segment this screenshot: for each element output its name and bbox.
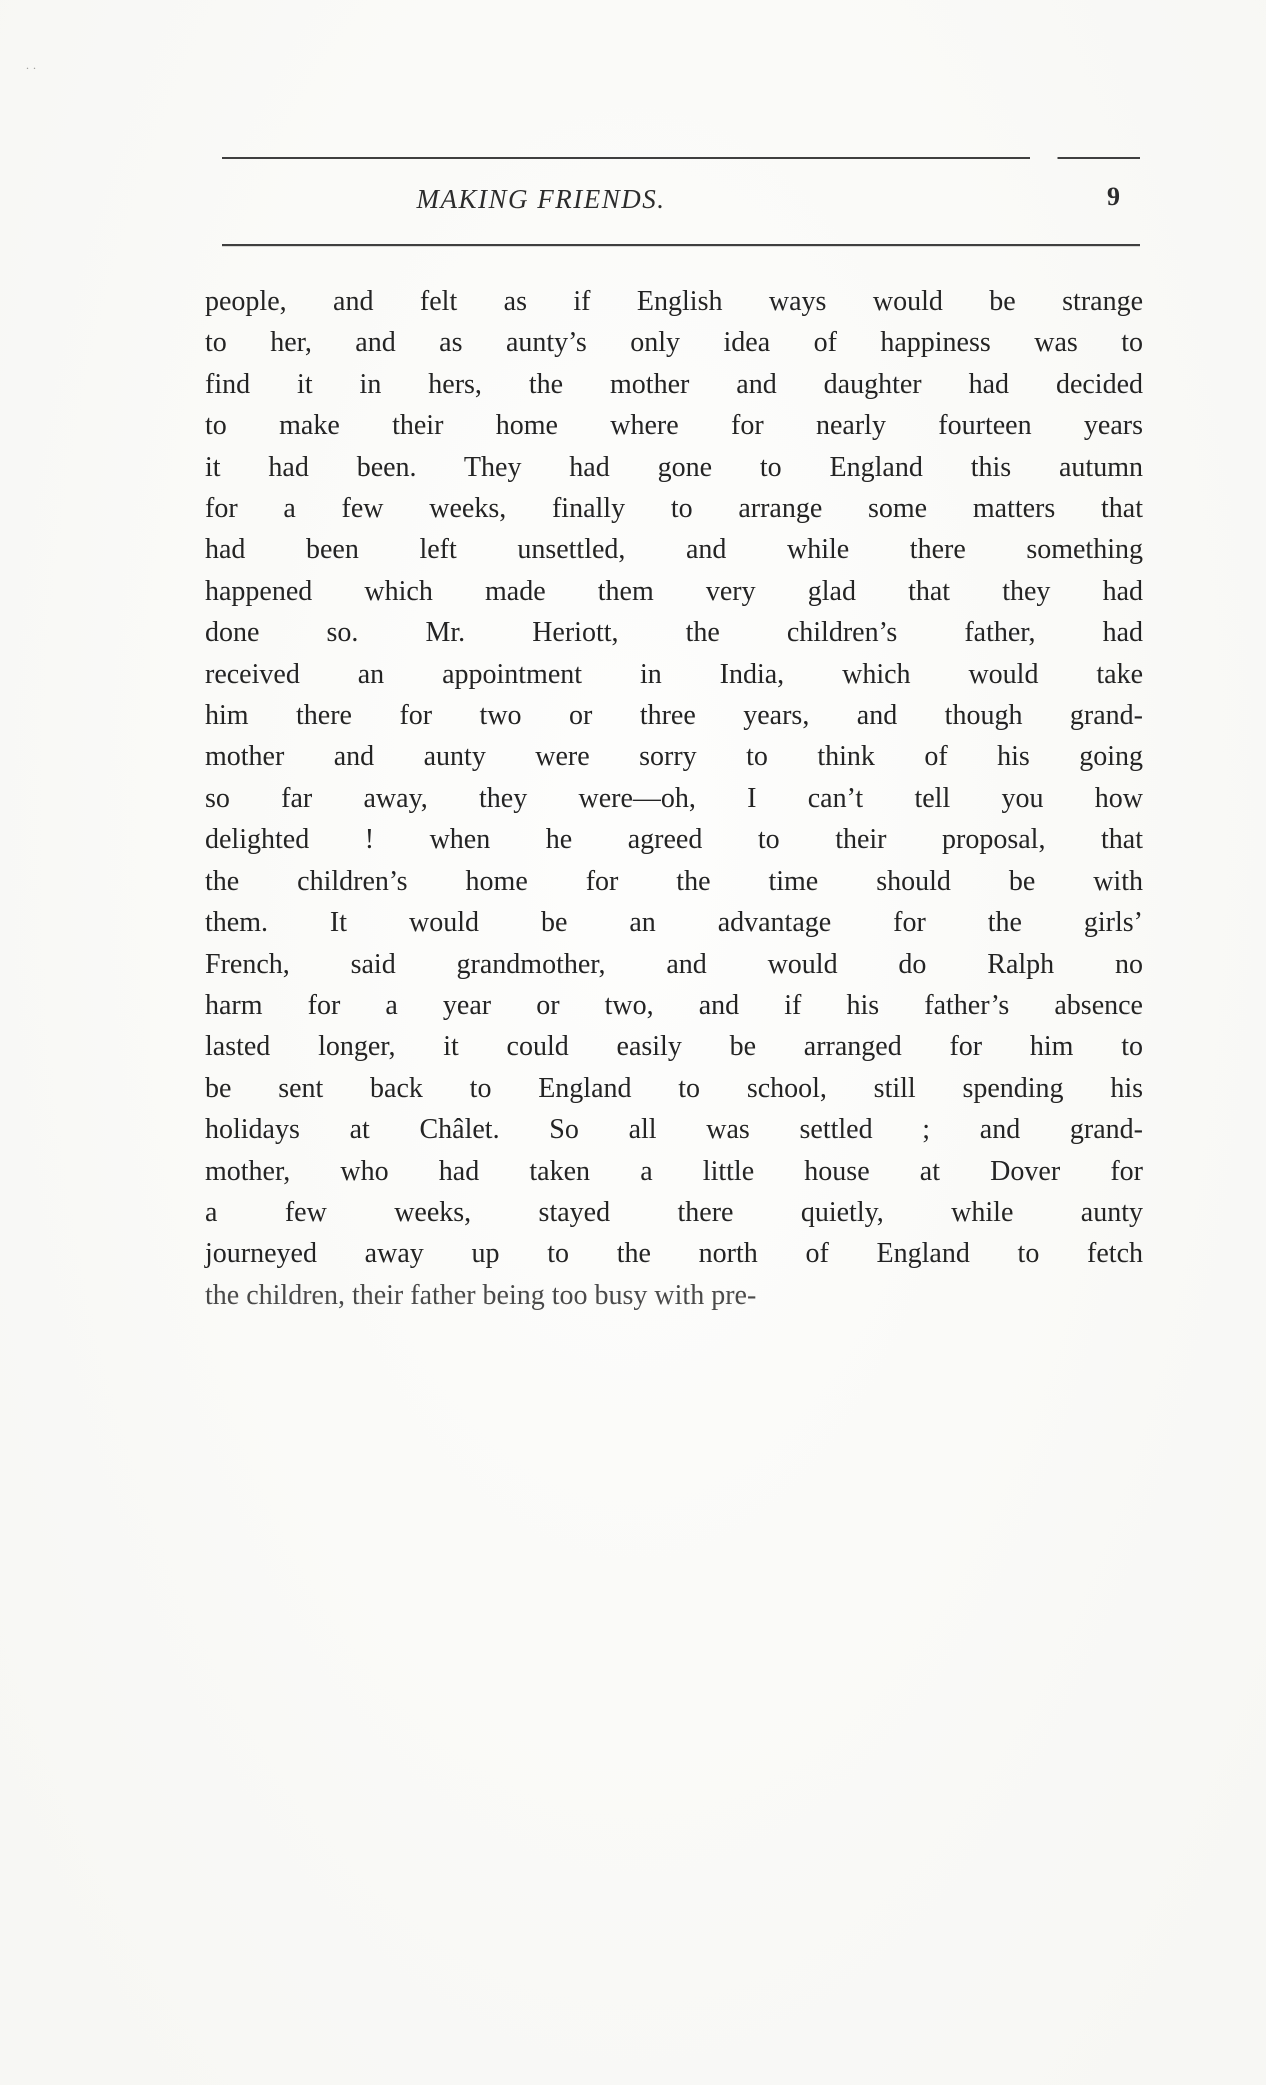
text-line: people, and felt as if English ways would be strange [205,286,1143,317]
text-line: happened which made them very glad that they had [205,575,1143,607]
text-line: mother, who had taken a little house at Dover for [205,1155,1143,1187]
text-line: lasted longer, it could easily be arranged for him to [205,1031,1143,1063]
text-line: mother and aunty were sorry to think of his going [205,741,1143,773]
body-text [205,281,1143,1316]
text-line: to make their home where for nearly fourteen years [205,410,1143,442]
text-line: it had been. They had gone to England this autumn [205,451,1143,483]
text-line: had been left unsettled, and while there something [205,534,1143,566]
text-line: for a few weeks, finally to arrange some matters that [205,493,1143,525]
text-line: him there for two or three years, and though grand- [205,700,1143,732]
text-line: French, said grandmother, and would do Ralph no [205,948,1143,980]
text-line: harm for a year or two, and if his father’s absence [205,989,1143,1021]
text-line: find it in hers, the mother and daughter had decided [205,368,1143,400]
text-line: be sent back to England to school, still spending his [205,1072,1143,1104]
text-line: delighted ! when he agreed to their proposal, that [205,824,1143,856]
text-line: so far away, they were—oh, I can’t tell you how [205,782,1143,814]
text-line: them. It would be an advantage for the girls’ [205,907,1143,939]
text-line: the children’s home for the time should be with [205,865,1143,897]
text-line: received an appointment in India, which would take [205,658,1143,690]
header-rule [222,244,1140,246]
page-number: 9 [1107,182,1120,211]
page-header-title: MAKING FRIENDS. [416,184,666,214]
text-line: done so. Mr. Heriott, the children’s father, had [205,617,1143,649]
text-line: to her, and as aunty’s only idea of happiness was to [205,327,1143,359]
scan-artifact: .. [26,58,40,72]
text-line: a few weeks, stayed there quietly, while aunty [205,1196,1143,1228]
text-line: the children, their father being too busy with pre- [205,1279,757,1311]
top-rule [222,157,1140,159]
text-line: holidays at Châlet. So all was settled ; and grand- [205,1114,1143,1146]
running-header [222,168,1140,236]
text-line: journeyed away up to the north of England to fetch [205,1238,1143,1270]
